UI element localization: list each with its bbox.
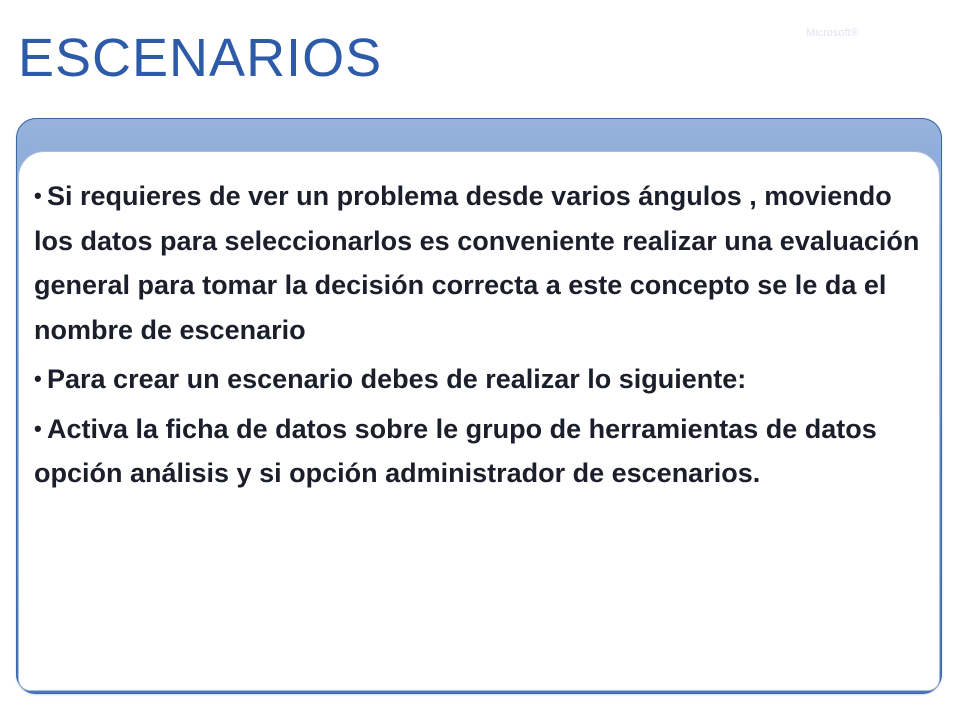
bullet-icon: • bbox=[34, 183, 42, 208]
bullet-icon: • bbox=[34, 366, 42, 391]
bullet-text: Activa la ficha de datos sobre le grupo de herramientas de datos opción análisis y si opción administrador de escenarios. bbox=[34, 413, 877, 488]
content-panel bbox=[18, 151, 940, 691]
bullet-item bbox=[34, 174, 924, 352]
bullet-text: Si requieres de ver un problema desde varios ángulos , moviendo los datos para seleccionarlos es conveniente realizar una evaluación general para tomar la decisión correcta a este concepto se le da el nombre de escenario bbox=[34, 181, 920, 345]
bullet-item bbox=[34, 357, 924, 402]
content-frame bbox=[16, 118, 942, 694]
bullet-icon: • bbox=[34, 415, 42, 441]
bullet-list bbox=[34, 174, 924, 501]
microsoft-watermark: Microsoft® bbox=[806, 27, 859, 39]
bullet-item bbox=[34, 407, 924, 496]
bullet-text: Para crear un escenario debes de realizar lo siguiente: bbox=[47, 364, 747, 394]
slide-title: ESCENARIOS bbox=[18, 28, 383, 88]
